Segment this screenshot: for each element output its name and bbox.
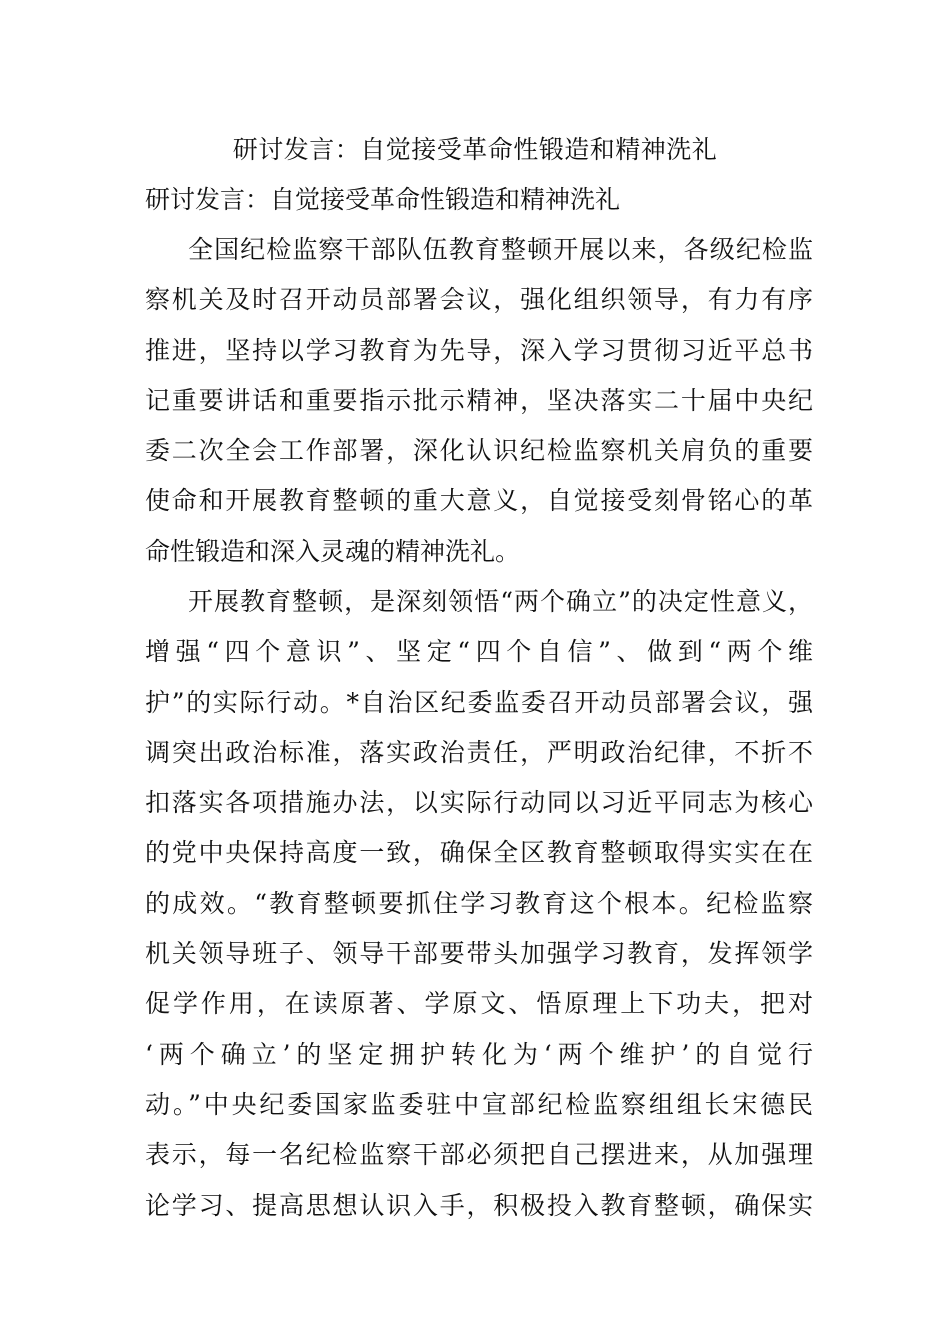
document-title-left: 研讨发言：自觉接受革命性锻造和精神洗礼	[145, 185, 621, 214]
paragraph-line: 使命和开展教育整顿的重大意义，自觉接受刻骨铭心的革	[145, 486, 813, 516]
paragraph-line: 机关领导班子、领导干部要带头加强学习教育，发挥领学	[145, 939, 813, 969]
document-title-centered: 研讨发言：自觉接受革命性锻造和精神洗礼	[232, 135, 718, 164]
paragraph-line: 开展教育整顿，是深刻领悟“两个确立”的决定性意义，	[188, 587, 813, 616]
paragraph-2	[145, 582, 813, 1236]
paragraph-line: 护”的实际行动。*自治区纪委监委召开动员部署会议，强	[145, 687, 813, 717]
paragraph-line: 全国纪检监察干部队伍教育整顿开展以来，各级纪检监	[188, 235, 813, 264]
paragraph-1	[145, 230, 813, 582]
paragraph-line: ‘两个确立’的坚定拥护转化为‘两个维护’的自觉行	[145, 1039, 813, 1069]
paragraph-line: 促学作用，在读原著、学原文、悟原理上下功夫，把对	[145, 989, 813, 1019]
paragraph-line: 增强“四个意识”、坚定“四个自信”、做到“两个维	[145, 637, 813, 667]
paragraph-line: 扣落实各项措施办法，以实际行动同以习近平同志为核心	[145, 788, 813, 818]
paragraph-line: 的党中央保持高度一致，确保全区教育整顿取得实实在在	[145, 838, 813, 868]
paragraph-line: 表示，每一名纪检监察干部必须把自己摆进来，从加强理	[145, 1140, 813, 1170]
paragraph-line: 委二次全会工作部署，深化认识纪检监察机关肩负的重要	[145, 436, 813, 466]
paragraph-line: 推进，坚持以学习教育为先导，深入学习贯彻习近平总书	[145, 335, 813, 365]
paragraph-line: 调突出政治标准，落实政治责任，严明政治纪律，不折不	[145, 737, 813, 767]
paragraph-line: 论学习、提高思想认识入手，积极投入教育整顿，确保实	[145, 1190, 813, 1220]
paragraph-line: 动。”中央纪委国家监委驻中宣部纪检监察组组长宋德民	[145, 1089, 813, 1119]
paragraph-line: 命性锻造和深入灵魂的精神洗礼。	[145, 536, 521, 566]
paragraph-line: 记重要讲话和重要指示批示精神，坚决落实二十届中央纪	[145, 385, 813, 415]
paragraph-line: 察机关及时召开动员部署会议，强化组织领导，有力有序	[145, 285, 813, 315]
paragraph-line: 的成效。“教育整顿要抓住学习教育这个根本。纪检监察	[145, 888, 813, 918]
